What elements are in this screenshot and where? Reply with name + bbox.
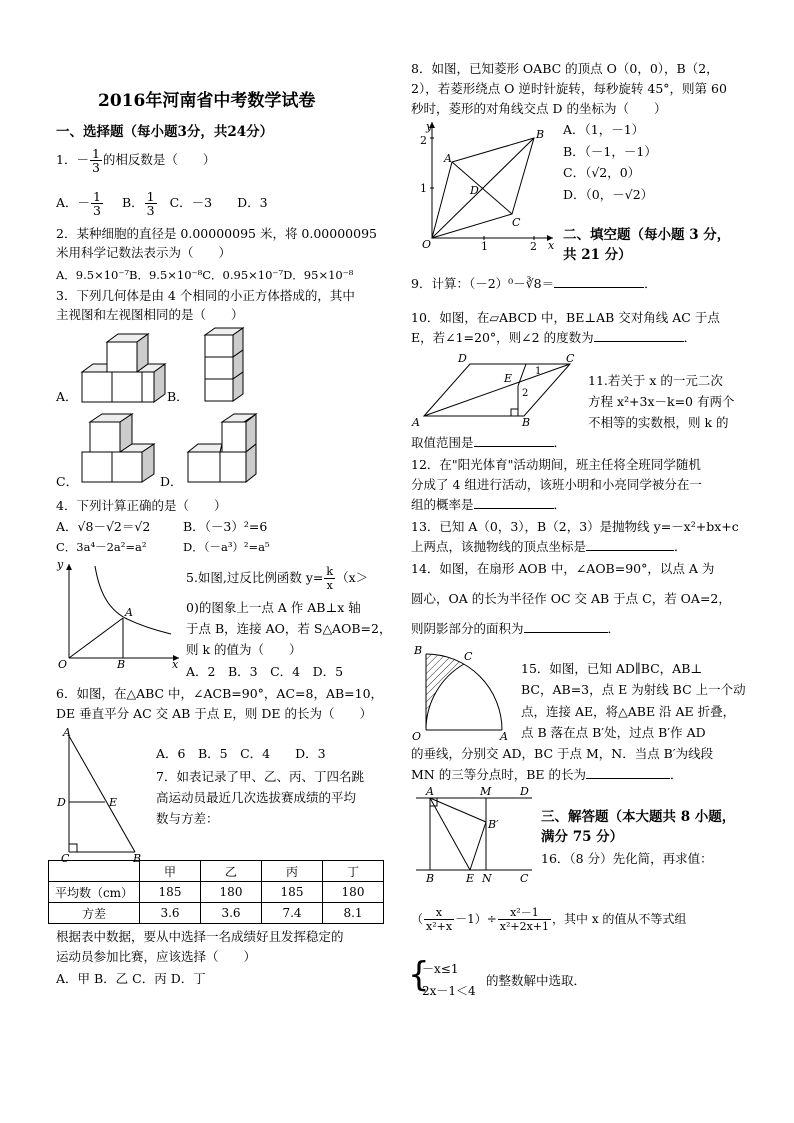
q16-inequality-2: 2x－1＜4	[422, 984, 476, 998]
section-heading-choice: 一、选择题（每小题3分，共24分）	[56, 124, 274, 140]
q6-point-e: E	[109, 796, 118, 809]
question-7-line1: 7．如表记录了甲、乙、丙、丁四名跳	[156, 769, 364, 784]
question-1	[56, 147, 215, 174]
question-16-line1: 16．（8 分）先化简，再求值：	[541, 851, 713, 866]
q5-x-label: x	[172, 658, 179, 671]
q15-point-m: M	[480, 785, 492, 798]
question-11-line3: 不相等的实数根，则 k 的	[588, 415, 729, 430]
q1-number: 1．－	[56, 152, 89, 167]
question-6-options: A．6 B．5 C．4 D．3	[156, 746, 326, 761]
q8-option-d: D．（0，－√2）	[563, 187, 654, 202]
q16-inequality-tail: 的整数解中选取．	[486, 973, 587, 988]
question-7-after1: 根据表中数据，要从中选择一名成绩好且发挥稳定的	[56, 929, 344, 944]
question-1-options: A．－ $\frac{1}{3}$ B． $\frac{1}{3}$ C．－3 D．3	[56, 189, 268, 218]
q8-tick-y1: 1	[420, 182, 427, 195]
q3-cubes-d	[180, 410, 260, 488]
q8-point-d: D	[470, 184, 479, 197]
table-row: 平均数（cm） 185 180 185 180	[49, 882, 384, 903]
question-11-line1: 11.若关于 x 的一元二次	[588, 373, 723, 388]
question-4-stem: 4．下列计算正确的是（ ）	[56, 498, 227, 513]
question-10-line2: E，若∠1=20°，则∠2 的度数为 ．	[411, 330, 697, 345]
q8-rhombus-figure	[408, 118, 558, 256]
q5-origin: O	[58, 658, 68, 671]
section-heading-solve: 三、解答题（本大题共 8 小题，	[541, 809, 736, 825]
q14-point-b: B	[414, 644, 423, 657]
q8-x-label: x	[548, 239, 555, 252]
question-14-line3: 则阴影部分的面积为 ．	[411, 621, 621, 636]
q15-point-b: B	[426, 872, 435, 885]
q3-option-b-label: B．	[167, 389, 189, 404]
q8-tick-y2: 2	[420, 134, 427, 147]
question-15-line2: BC，AB=3，点 E 为射线 BC 上一个动	[521, 682, 746, 697]
question-3-line2: 主视图和左视图相同的是（ ）	[56, 307, 244, 322]
q10-angle-2: 2	[522, 388, 529, 399]
q10-point-c: C	[566, 352, 575, 365]
question-8-line1: 8．如图，已知菱形 OABC 的顶点 O（0，0），B（2，	[411, 61, 719, 76]
page-title: 2016年河南省中考数学试卷	[98, 91, 316, 111]
q3-option-c-label: C．	[56, 474, 79, 489]
q15-point-b-prime: B′	[488, 818, 499, 831]
question-13-line1: 13．已知 A（0，3），B（2，3）是抛物线 y=－x²+bx+c	[411, 519, 739, 534]
q14-point-o: O	[412, 730, 422, 743]
question-13-line2: 上两点，该抛物线的顶点坐标是 ．	[411, 539, 687, 554]
table-header-row: 甲 乙 丙 丁	[49, 861, 384, 882]
q10-point-b: B	[522, 416, 531, 429]
q7-score-table	[48, 860, 384, 924]
q4-option-c: C．3a⁴－2a²=a²	[56, 540, 147, 554]
question-5-line3: 于点 B，连接 AO，若 S△AOB=2，	[186, 621, 392, 636]
q3-cubes-c	[80, 410, 160, 488]
question-6-line1: 6．如图，在△ABC 中，∠ACB=90°，AC=8，AB=10，	[56, 686, 384, 701]
q8-tick-x2: 2	[530, 240, 537, 253]
question-2-line1: 2．某种细胞的直径是 0.00000095 米，将 0.00000095	[56, 226, 377, 241]
q15-point-c: C	[520, 872, 529, 885]
section-heading-fill-2: 共 21 分）	[563, 247, 632, 263]
q14-point-c: C	[464, 650, 473, 663]
question-15-line1: 15．如图，已知 AD∥BC，AB⊥	[521, 661, 703, 676]
q8-tick-x1: 1	[481, 240, 488, 253]
q5-point-a: A	[125, 606, 133, 619]
q8-y-label: y	[426, 120, 433, 133]
table-row: 方差 3.6 3.6 7.4 8.1	[49, 903, 384, 924]
question-12-line1: 12．在"阳光体育"活动期间，班主任将全班同学随机	[411, 457, 701, 472]
q4-option-b: B．（－3）²=6	[183, 519, 268, 534]
q3-option-d-label: D．	[160, 474, 183, 489]
q10-point-a: A	[412, 416, 420, 429]
q15-point-n: N	[482, 872, 492, 885]
q14-sector-figure	[408, 642, 518, 745]
question-5-line4: 则 k 的值为（ ）	[186, 642, 302, 657]
question-9: 9．计算：（－2）⁰－∛8＝ ．	[411, 276, 657, 291]
question-11-line4: 取值范围是 ．	[411, 435, 567, 450]
q14-point-a: A	[500, 730, 508, 743]
question-2-options: A．9.5×10⁻⁷B．9.5×10⁻⁸C．0.95×10⁻⁷D．95×10⁻⁸	[56, 268, 354, 282]
q6-point-a: A	[63, 726, 71, 739]
question-3-line1: 3．下列几何体是由 4 个相同的小正方体搭成的，其中	[56, 288, 355, 303]
question-14-line1: 14．如图，在扇形 AOB 中，∠AOB=90°，以点 A 为	[411, 561, 715, 576]
question-12-line3: 组的概率是 ．	[411, 497, 567, 512]
question-16-expression: （ $\frac{x}{\text{x²+x}}$ －1）÷ $\frac{\text{x²－1}}{\text{x²+2x+1}}$ ，其中 x 的值从不等式组	[411, 906, 687, 933]
question-12-line2: 分成了 4 组进行活动，该班小明和小亮同学被分在一	[411, 477, 702, 492]
question-7-line3: 数与方差：	[156, 811, 219, 826]
q1-stem: 的相反数是（ ）	[102, 152, 216, 167]
question-7-line2: 高运动员最近几次选拔赛成绩的平均	[156, 790, 357, 805]
q8-option-b: B．（－1，－1）	[563, 144, 657, 159]
question-15-line4: 点 B 落在点 B′处，过点 B′作 AD	[521, 725, 706, 740]
q10-point-e: E	[504, 372, 513, 385]
q3-option-a-label: A．	[56, 389, 78, 404]
q10-angle-1: 1	[535, 366, 542, 377]
question-8-line2: 2），若菱形绕点 O 逆时针旋转，每秒旋转 45°，则第 60	[411, 81, 727, 96]
question-5-line2: 0)的图象上一点 A 作 AB⊥x 轴	[186, 600, 361, 615]
question-7-after2: 运动员参加比赛，应该选择（ ）	[56, 949, 257, 964]
q5-y-label: y	[57, 558, 64, 571]
q6-point-d: D	[57, 796, 66, 809]
q3-cubes-b	[195, 325, 255, 408]
q8-origin: O	[422, 238, 432, 251]
section-heading-fill: 二、填空题（每小题 3 分，	[563, 227, 731, 243]
q15-fold-figure	[410, 786, 535, 889]
q10-point-d: D	[458, 352, 467, 365]
q5-point-b: B	[117, 658, 126, 671]
q8-point-b: B	[536, 128, 545, 141]
question-5-options: A．2 B．3 C．4 D．5	[186, 664, 344, 679]
q4-option-a: A．√8－√2＝√2	[56, 519, 151, 534]
q6-point-c: C	[61, 852, 70, 865]
q1-fraction: $\frac{1}{3}$	[91, 146, 100, 175]
q10-parallelogram-figure	[408, 350, 580, 433]
question-5-line1: 5.如图,过反比例函数 y= $\frac{k}{x}$ （x＞	[186, 565, 369, 592]
brace-icon: {	[408, 955, 430, 995]
question-7-options: A．甲 B．乙 C．丙 D．丁	[56, 971, 206, 986]
section-heading-solve-2: 满分 75 分）	[541, 829, 624, 845]
q15-point-d: D	[520, 785, 529, 798]
q8-option-a: A．（1，－1）	[563, 122, 645, 137]
question-15-line3: 点，连接 AE，将△ABE 沿 AE 折叠，	[521, 704, 736, 719]
q5-hyperbola-figure	[55, 560, 185, 673]
question-10-line1: 10．如图，在▱ABCD 中，BE⊥AB 交对角线 AC 于点	[411, 310, 720, 325]
q8-option-c: C．（√2，0）	[563, 165, 641, 180]
question-8-line3: 秒时，菱形的对角线交点 D 的坐标为（ ）	[411, 101, 667, 116]
question-6-line2: DE 垂直平分 AC 交 AB 于点 E，则 DE 的长为（ ）	[56, 706, 373, 721]
q15-point-e: E	[466, 872, 475, 885]
q8-point-c: C	[512, 216, 521, 229]
q3-cubes-a	[80, 330, 172, 408]
question-11-line2: 方程 x²+3x－k=0 有两个	[588, 394, 735, 409]
q6-point-b: B	[133, 852, 142, 865]
q15-point-a: A	[426, 785, 434, 798]
question-14-line2: 圆心，OA 的长为半径作 OC 交 AB 于点 C，若 OA=2，	[411, 591, 731, 606]
q4-option-d: D．（－a³）²=a⁵	[183, 540, 270, 554]
q6-triangle-figure	[55, 728, 155, 866]
q8-point-a: A	[444, 152, 452, 165]
question-15-line5: 的垂线，分别交 AD，BC 于点 M，N．当点 B′为线段	[411, 746, 714, 761]
question-15-line6: MN 的三等分点时，BE 的长为 ．	[411, 767, 683, 782]
q16-inequality-1: －x≤1	[422, 962, 459, 976]
question-2-line2: 米用科学记数法表示为（ ）	[56, 245, 232, 260]
